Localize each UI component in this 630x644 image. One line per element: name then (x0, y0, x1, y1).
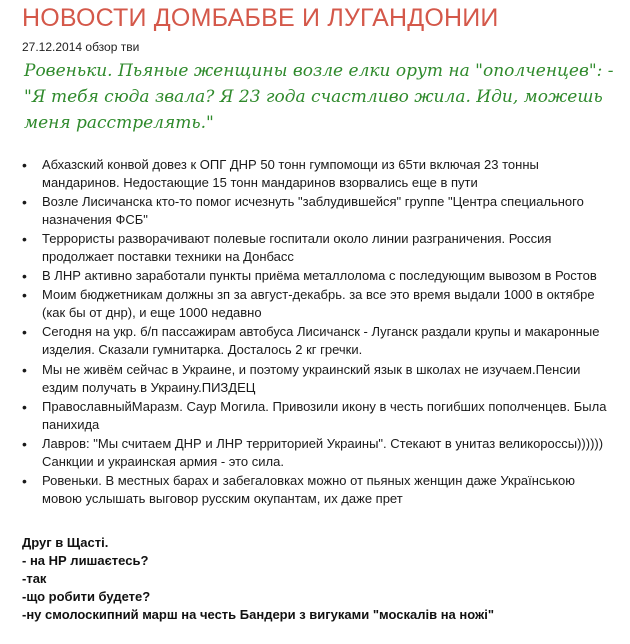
dialogue-line: - на НР лишаєтесь? (22, 553, 149, 568)
news-item-text: Мы не живём сейчас в Украине, и поэтому украинский язык в школах не изучаем.Пенсии ездим получать в Украину.ПИЗДЕЦ (42, 361, 581, 395)
news-item (22, 323, 607, 359)
dialogue-line: Друг в Щасті. (22, 535, 109, 550)
news-item-text: В ЛНР активно заработали пункты приёма металлолома с последующим вывозом в Ростов (42, 268, 597, 284)
dialogue-block (22, 534, 494, 624)
news-item-text: Моим бюджетникам должны зп за август-декабрь. за все это время выдали 1000 в октябре (как бы от днр), и еще 1000 недавно (42, 287, 595, 321)
bullet-icon: • (22, 398, 27, 415)
news-item-text: Террористы разворачивают полевые госпитали около линии разграничения. Россия продолжает поставки техники на Донбасс (42, 231, 552, 265)
bullet-icon: • (22, 435, 27, 452)
news-item-text: Лавров: "Мы считаем ДНР и ЛНР территорией Украины". Стекают в унитаз великороссы)))))) Санкции и украинская армия - это сила. (42, 435, 604, 469)
bullet-icon: • (22, 157, 27, 173)
news-item-text: Абхазский конвой довез к ОПГ ДНР 50 тонн гумпомощи из 65ти включая 23 тонны мандаринов. Недостающие 15 тонн мандаринов взорвались еще в пути (42, 157, 539, 190)
bullet-icon: • (22, 231, 27, 248)
news-item-text: Сегодня на укр. б/п пассажирам автобуса Лисичанск - Луганск раздали крупы и макаронные изделия. Сказали гумнитарка. Досталось 2 кг гречки. (42, 324, 600, 358)
bullet-icon: • (22, 324, 27, 341)
news-item (22, 398, 607, 434)
news-item-text: ПравославныйМаразм. Саур Могила. Привозили икону в честь погибших пополченцев. Была панихида (42, 398, 607, 432)
highlight-quote: Ровеньки. Пьяные женщины возле елки орут на "ополченцев": - "Я тебя сюда звала? Я 23 года счастливо жила. Иди, можешь меня расстрелять." (24, 61, 614, 133)
news-item (22, 435, 607, 471)
news-item (22, 286, 607, 322)
dialogue-line: -що робити будете? (22, 589, 151, 604)
news-item-text: Ровеньки. В местных барах и забегаловках можно от пьяных женщин даже Українською мовою услышать выговор русским окупантам, их даже прет (42, 472, 576, 506)
news-item (22, 267, 607, 285)
news-item (22, 156, 607, 192)
bullet-icon: • (22, 268, 27, 285)
news-list (22, 156, 607, 509)
bullet-icon: • (22, 361, 27, 378)
dialogue-line: -ну смолоскипний марш на честь Бандери з вигуками "москалів на ножі" (22, 607, 494, 622)
date-subtitle: 27.12.2014 обзор тви (22, 40, 140, 54)
news-item-text: Возле Лисичанска кто-то помог исчезнуть "заблудившейся" группе "Центра специального назначения ФСБ" (42, 194, 584, 228)
news-item (22, 230, 607, 266)
bullet-icon: • (22, 472, 27, 489)
bullet-icon: • (22, 287, 27, 304)
page-title: НОВОСТИ ДОМБАБВЕ И ЛУГАНДОНИИ (22, 4, 499, 32)
news-item (22, 472, 607, 508)
news-item (22, 361, 607, 397)
dialogue-line: -так (22, 571, 47, 586)
bullet-icon: • (22, 194, 27, 211)
news-item (22, 193, 607, 229)
